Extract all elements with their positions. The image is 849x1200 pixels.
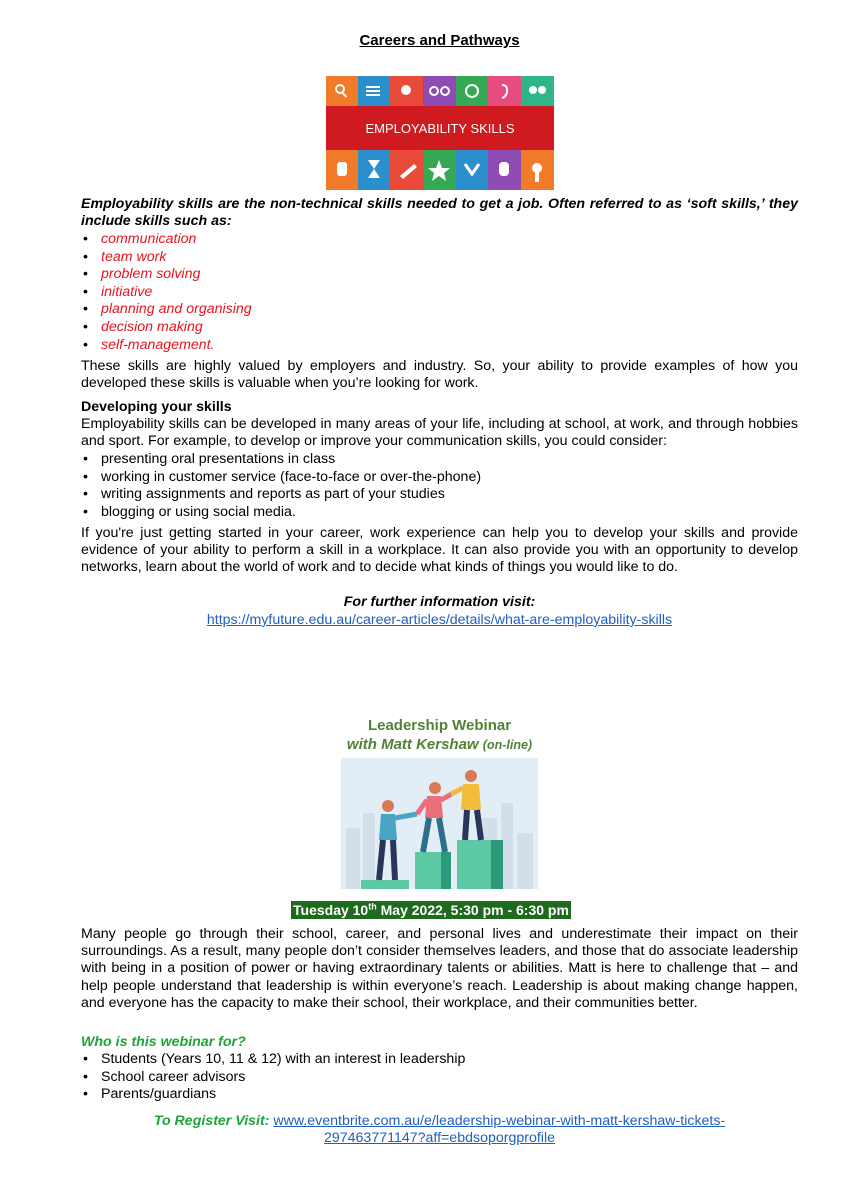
list-item: • working in customer service (face-to-face or over-the-phone) bbox=[81, 469, 481, 487]
webinar-subtitle-line bbox=[81, 735, 798, 755]
webinar-description: Many people go through their school, career, and personal lives and underestimate their impact on their surroundings. As a result, many people don’t consider themselves leaders, and those that do associate leadership with being in a position of power or having extraordinary talents or abilities. Matt is here to challenge that – and help people understand that leadership is within everyone’s reach. Leadership is about making change happen, and everyone has the capacity to make their school, their workplace, and their communities better. bbox=[81, 926, 798, 1011]
develop-items-list bbox=[81, 451, 481, 521]
list-item: • self-management. bbox=[81, 337, 252, 355]
webinar-subtitle: with Matt Kershaw bbox=[346, 736, 479, 753]
list-item: • presenting oral presentations in class bbox=[81, 451, 481, 469]
webinar-date-pre: Tuesday 10 bbox=[293, 902, 369, 918]
paragraph-skills-valued: These skills are highly valued by employers and industry. So, your ability to provide examples of how you developed these skills is valuable when you’re looking for work. bbox=[81, 358, 798, 392]
list-item: • decision making bbox=[81, 319, 252, 337]
register-block bbox=[81, 1113, 798, 1147]
list-item: • planning and organising bbox=[81, 301, 252, 319]
list-item: • problem solving bbox=[81, 266, 252, 284]
employability-skills-banner bbox=[326, 76, 554, 190]
list-item: • writing assignments and reports as part of your studies bbox=[81, 486, 481, 504]
banner-label: EMPLOYABILITY SKILLS bbox=[365, 121, 515, 136]
page-title: Careers and Pathways bbox=[359, 32, 520, 49]
webinar-title-block bbox=[81, 716, 798, 755]
list-item: • Students (Years 10, 11 & 12) with an interest in leadership bbox=[81, 1051, 465, 1069]
developing-skills-heading: Developing your skills bbox=[81, 399, 232, 415]
list-item: • team work bbox=[81, 249, 252, 267]
webinar-mode: (on-line) bbox=[482, 738, 533, 752]
audience-heading: Who is this webinar for? bbox=[81, 1034, 246, 1050]
list-item: • initiative bbox=[81, 284, 252, 302]
webinar-date-badge bbox=[291, 901, 571, 919]
register-link[interactable] bbox=[273, 1113, 725, 1146]
webinar-title: Leadership Webinar bbox=[367, 717, 512, 734]
webinar-date-sup: th bbox=[368, 901, 377, 912]
myfuture-link[interactable]: https://myfuture.edu.au/career-articles/details/what-are-employability-skills bbox=[206, 612, 673, 628]
list-item: • Parents/guardians bbox=[81, 1086, 465, 1104]
audience-list bbox=[81, 1051, 465, 1104]
register-link-part2: 297463771147?aff=ebdsoporgprofile bbox=[323, 1130, 556, 1147]
intro-text: Employability skills are the non-technical skills needed to get a job. Often referred to as ‘soft skills,’ they include skills such as: bbox=[81, 196, 798, 229]
further-info-label: For further information visit: bbox=[343, 594, 536, 610]
paragraph-developing: Employability skills can be developed in many areas of your life, including at school, at work, and through hobbies and sport. For example, to develop or improve your communication skills, you could consider: bbox=[81, 416, 798, 450]
register-label: To Register Visit: bbox=[153, 1113, 270, 1129]
skills-list bbox=[81, 231, 252, 354]
list-item: • blogging or using social media. bbox=[81, 504, 481, 522]
paragraph-work-experience: If you're just getting started in your career, work experience can help you to develop your skills and provide evidence of your ability to perform a skill in a workplace. It can also provide you with an opportunity to develop networks, learn about the world of work and to decide what kinds of things you would like to do. bbox=[81, 525, 798, 576]
list-item: • School career advisors bbox=[81, 1069, 465, 1087]
webinar-date-post: May 2022, 5:30 pm - 6:30 pm bbox=[376, 902, 569, 918]
leadership-illustration bbox=[341, 758, 538, 889]
register-link-part1: www.eventbrite.com.au/e/leadership-webinar-with-matt-kershaw-tickets- bbox=[273, 1113, 726, 1129]
list-item: • communication bbox=[81, 231, 252, 249]
